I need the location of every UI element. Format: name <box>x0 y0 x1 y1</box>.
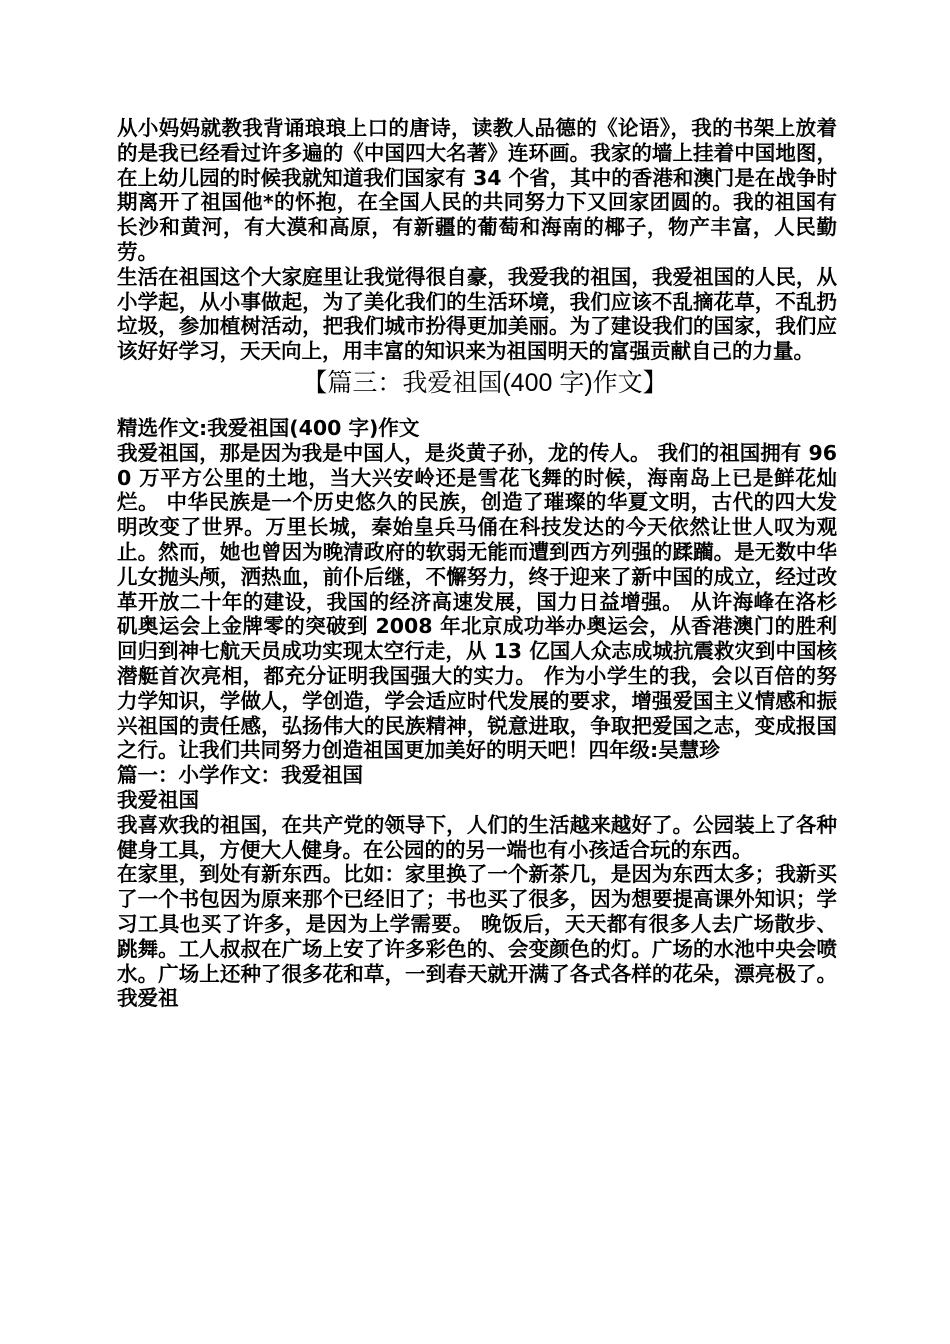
spacer <box>117 402 837 416</box>
paragraph-park: 我喜欢我的祖国，在共产党的领导下，人们的生活越来越好了。公园装上了各种健身工具，方便大人健身。在公园的的另一端也有小孩适合玩的东西。 <box>117 812 837 862</box>
essay-subtitle: 精选作文:我爱祖国(400 字)作文 <box>117 415 420 440</box>
paragraph-home-and-square: 在家里，到处有新东西。比如：家里换了一个新茶几，是因为东西太多；我新买了一个书包因为原来那个已经旧了；书也买了很多，因为想要提高课外知识；学习工具也买了许多，是因为上学需要。 晚饭后，天天都有很多人去广场散步、跳舞。工人叔叔在广场上安了许多彩色的、会变颜色的灯。广场的水池中央会喷水。广场上还种了很多花和草，一到春天就开满了各式各样的花朵，漂亮极了。 我爱祖 <box>117 862 837 1011</box>
section-heading: 【篇三：我爱祖国(400 字)作文】 <box>302 368 668 397</box>
essay-title: 我爱祖国 <box>117 787 199 812</box>
paragraph-tang-poems: 从小妈妈就教我背诵琅琅上口的唐诗，读教人品德的《论语》，我的书架上放着的是我已经看过许多遍的《中国四大名著》连环画。我家的墙上挂着中国地图，在上幼儿园的时候我就知道我们国家有 34 个省，其中的香港和澳门是在战争时期离开了祖国他*的怀抱，在全国人民的共同努力下又回家团圆的。我的祖国有长沙和黄河，有大漠和高原，有新疆的葡萄和海南的椰子，物产丰富，人民勤劳。 <box>117 116 837 264</box>
document-body <box>117 116 837 1011</box>
paragraph-love-motherland: 我爱祖国，那是因为我是中国人，是炎黄子孙，龙的传人。 我们的祖国拥有 960 万平方公里的土地，当大兴安岭还是雪花飞舞的时候，海南岛上已是鲜花灿烂。 中华民族是一个历史悠久的民族，创造了璀璨的华夏文明，古代的四大发明改变了世界。万里长城，秦始皇兵马俑在科技发达的今天依然让世人叹为观止。然而，她也曾因为晚清政府的软弱无能而遭到西方列强的蹂躏。是无数中华儿女抛头颅，洒热血，前仆后继，不懈努力，终于迎来了新中国的成立，经过改革开放二十年的建设，我国的经济高速发展，国力日益增强。 从许海峰在洛杉矶奥运会上金牌零的突破到 2008 年北京成功举办奥运会，从香港澳门的胜利回归到神七航天员成功实现太空行走，从 13 亿国人众志成城抗震救灾到中国核潜艇首次亮相，都充分证明我国强大的实力。 作为小学生的我，会以百倍的努力学知识，学做人，学创造，学会适应时代发展的要求，增强爱国主义情感和振兴祖国的责任感，弘扬伟大的民族精神，锐意进取，争取把爱国之志，变成报国之行。让我们共同努力创造祖国更加美好的明天吧！四年级:吴慧珍 <box>117 440 837 763</box>
paragraph-proud-of-country: 生活在祖国这个大家庭里让我觉得很自豪，我爱我的祖国，我爱祖国的人民，从小学起，从小事做起，为了美化我们的生活环境，我们应该不乱摘花草，不乱扔垃圾，参加植树活动，把我们城市扮得更加美丽。为了建设我们的国家，我们应该好好学习，天天向上，用丰富的知识来为祖国明天的富强贡献自己的力量。 <box>117 264 837 364</box>
part-one-title: 篇一：小学作文：我爱祖国 <box>117 763 363 788</box>
